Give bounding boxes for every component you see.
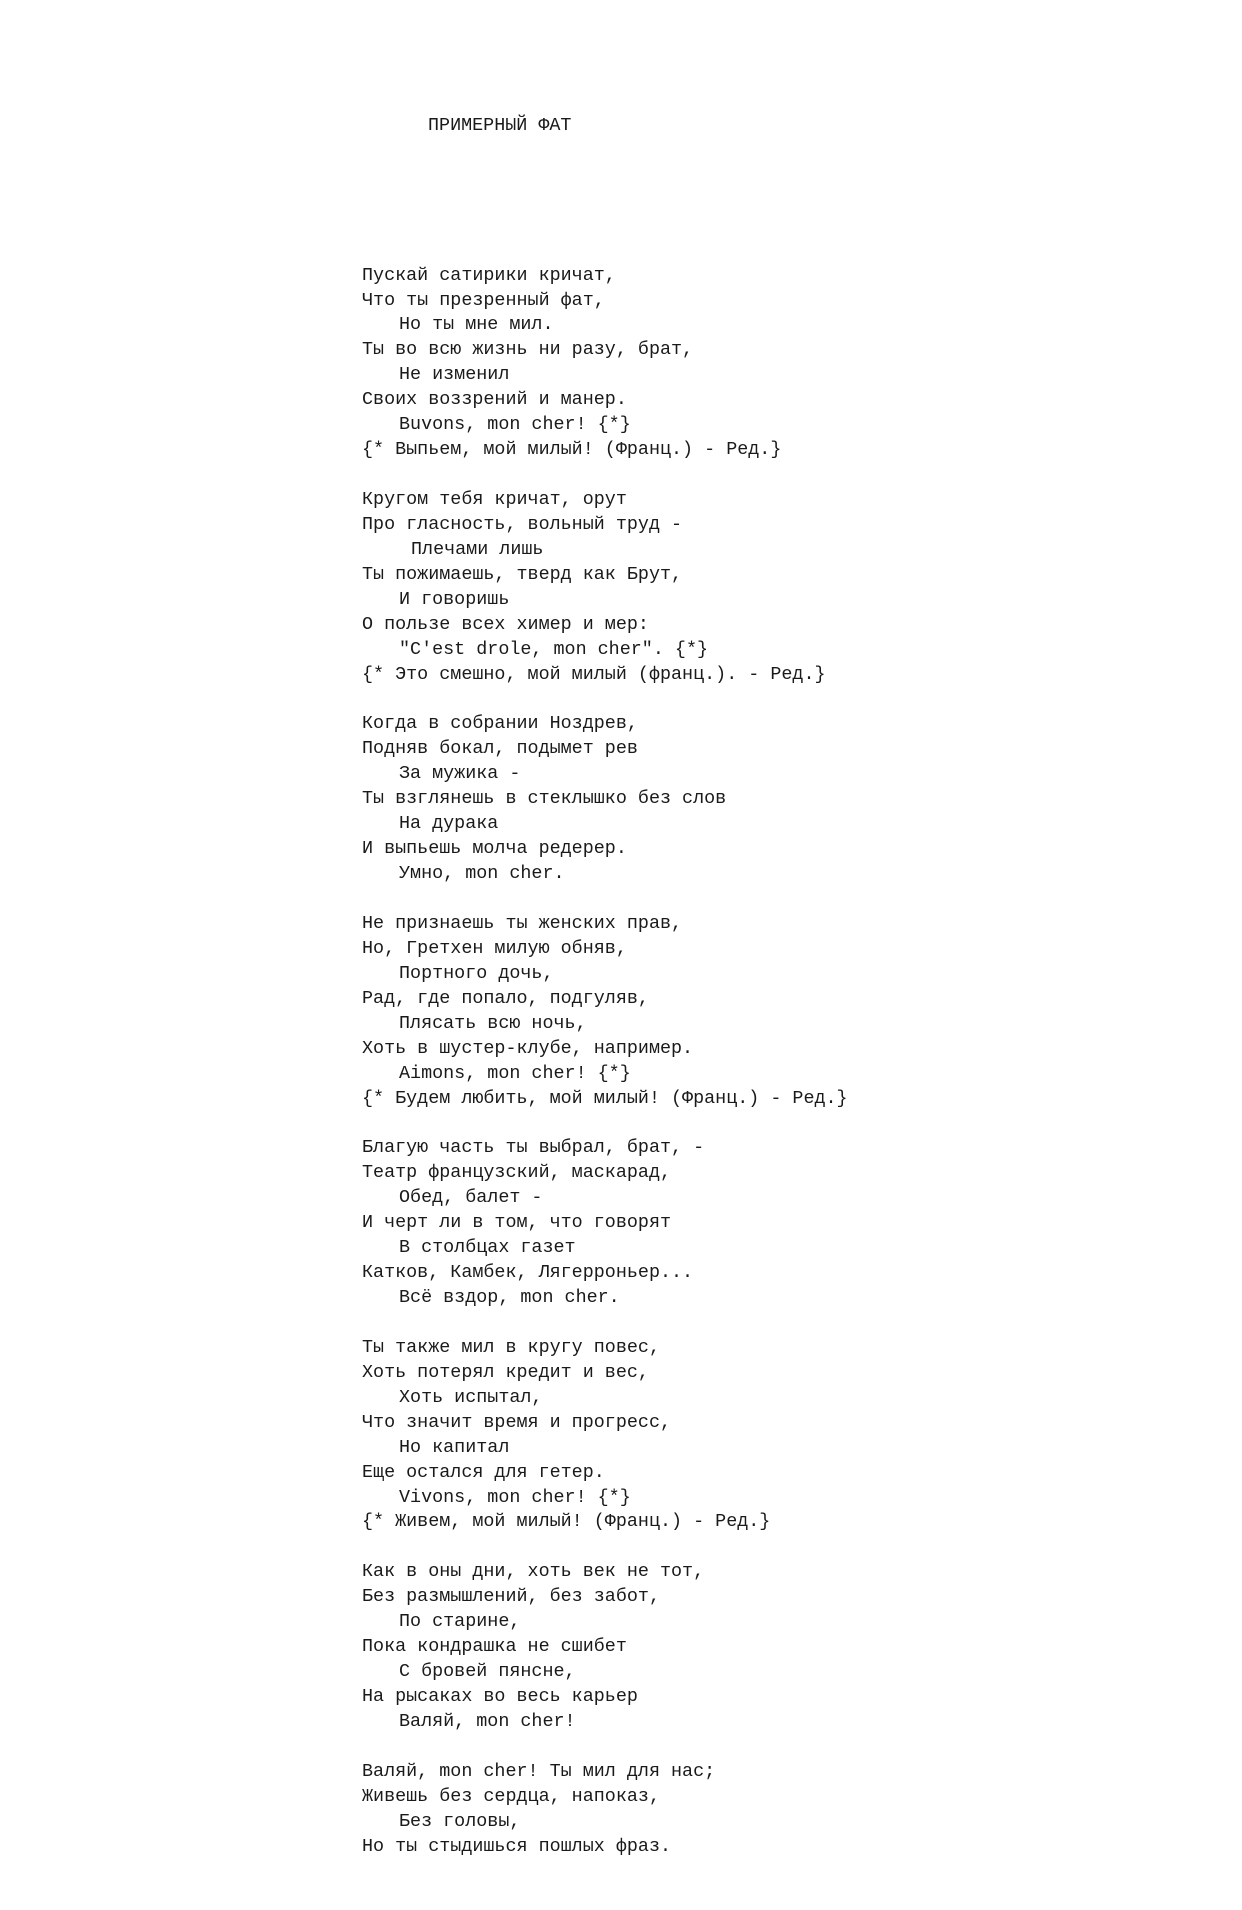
verse-line: "C'est drole, mon cher". {*}	[399, 638, 709, 660]
stanza	[362, 1760, 1222, 1860]
verse-line: Но ты мне мил.	[399, 314, 554, 336]
verse-line: Живешь без сердца, напоказ,	[362, 1785, 660, 1807]
stanza	[362, 1136, 1222, 1311]
verse-line: На дурака	[399, 813, 499, 835]
verse-line: Без головы,	[399, 1810, 521, 1832]
verse-line: Что значит время и прогресс,	[362, 1411, 672, 1433]
verse-line: Валяй, mon cher!	[399, 1710, 576, 1732]
verse-line: И черт ли в том, что говорят	[362, 1212, 672, 1234]
stanza-gap	[362, 1311, 1222, 1336]
verse-line: В столбцах газет	[399, 1237, 576, 1259]
poem-title: ПРИМЕРНЫЙ ФАТ	[428, 114, 572, 136]
stanza-gap	[362, 463, 1222, 488]
verse-line: Плечами лишь	[411, 538, 544, 560]
verse-line: Рад, где попало, подгуляв,	[362, 987, 649, 1009]
footnote-line: {* Живем, мой милый! (Франц.) - Ред.}	[362, 1511, 771, 1533]
verse-line: О пользе всех химер и мер:	[362, 613, 649, 635]
verse-line: Плясать всю ночь,	[399, 1012, 587, 1034]
verse-line: Театр французский, маскарад,	[362, 1162, 672, 1184]
verse-line: И выпьешь молча редерер.	[362, 838, 627, 860]
verse-line: Не признаешь ты женских прав,	[362, 912, 683, 934]
verse-line: Ты во всю жизнь ни разу, брат,	[362, 339, 694, 361]
verse-line: Всё вздор, mon cher.	[399, 1287, 620, 1309]
verse-line: Но, Гретхен милую обняв,	[362, 937, 627, 959]
verse-line: Aimons, mon cher! {*}	[399, 1062, 631, 1084]
stanza-gap	[362, 887, 1222, 912]
verse-line: И говоришь	[399, 588, 510, 610]
verse-line: Про гласность, вольный труд -	[362, 513, 683, 535]
verse-line: Катков, Камбек, Лягерроньер...	[362, 1262, 694, 1284]
footnote-line: {* Будем любить, мой милый! (Франц.) - Ред.}	[362, 1087, 848, 1109]
stanza	[362, 712, 1222, 887]
stanza	[362, 912, 1222, 1112]
verse-line: Но капитал	[399, 1436, 510, 1458]
verse-line: По старине,	[399, 1611, 521, 1633]
stanza-gap	[362, 1735, 1222, 1760]
verse-line: Без размышлений, без забот,	[362, 1586, 660, 1608]
verse-line: За мужика -	[399, 763, 521, 785]
footnote-line: {* Это смешно, мой милый (франц.). - Ред.}	[362, 663, 826, 685]
poem-text	[362, 64, 1222, 1910]
stanza-gap	[362, 1111, 1222, 1136]
footnote-line: {* Выпьем, мой милый! (Франц.) - Ред.}	[362, 439, 782, 461]
verse-line: Благую часть ты выбрал, брат, -	[362, 1137, 705, 1159]
verse-line: Портного дочь,	[399, 962, 554, 984]
stanza	[362, 488, 1222, 688]
stanza	[362, 264, 1222, 464]
stanza-gap	[362, 1535, 1222, 1560]
poem-stanzas	[362, 264, 1222, 1860]
verse-line: Хоть испытал,	[399, 1386, 543, 1408]
verse-line: Хоть в шустер-клубе, например.	[362, 1037, 694, 1059]
verse-line: Не изменил	[399, 364, 510, 386]
verse-line: Обед, балет -	[399, 1187, 543, 1209]
verse-line: Что ты презренный фат,	[362, 289, 605, 311]
verse-line: Buvons, mon cher! {*}	[399, 414, 631, 436]
verse-line: Валяй, mon cher! Ты мил для нас;	[362, 1760, 716, 1782]
verse-line: Но ты стыдишься пошлых фраз.	[362, 1835, 672, 1857]
verse-line: Кругом тебя кричат, орут	[362, 489, 627, 511]
verse-line: Ты пожимаешь, тверд как Брут,	[362, 563, 683, 585]
verse-line: Ты также мил в кругу повес,	[362, 1336, 660, 1358]
verse-line: Подняв бокал, подымет рев	[362, 738, 638, 760]
verse-line: С бровей пянсне,	[399, 1661, 576, 1683]
stanza-gap	[362, 189, 1222, 214]
verse-line: Хоть потерял кредит и вес,	[362, 1361, 649, 1383]
stanza	[362, 1560, 1222, 1735]
verse-line: Пока кондрашка не сшибет	[362, 1636, 627, 1658]
verse-line: Умно, mon cher.	[399, 863, 565, 885]
stanza-gap	[362, 688, 1222, 713]
verse-line: На рысаках во весь карьер	[362, 1686, 638, 1708]
stanza	[362, 1336, 1222, 1536]
verse-line: Еще остался для гетер.	[362, 1461, 605, 1483]
verse-line: Пускай сатирики кричат,	[362, 264, 616, 286]
verse-line: Как в оны дни, хоть век не тот,	[362, 1561, 705, 1583]
verse-line: Ты взглянешь в стеклышко без слов	[362, 788, 727, 810]
verse-line: Vivons, mon cher! {*}	[399, 1486, 631, 1508]
verse-line: Своих воззрений и манер.	[362, 389, 627, 411]
verse-line: Когда в собрании Ноздрев,	[362, 713, 638, 735]
